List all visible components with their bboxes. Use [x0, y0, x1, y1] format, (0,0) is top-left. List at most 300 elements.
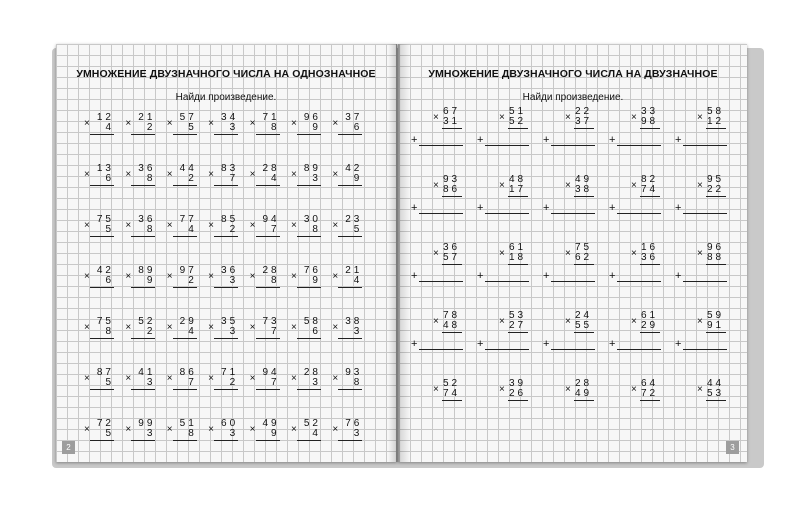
multiplicand: 64	[641, 378, 659, 389]
multiplier: 8	[105, 326, 114, 337]
multiplier: 2	[229, 224, 239, 235]
multiplier: 3	[312, 173, 321, 184]
partial-sum-line	[419, 145, 463, 146]
multiplication-problem	[477, 310, 539, 370]
multiply-sign: ×	[249, 271, 256, 282]
multiplier: 2	[146, 122, 156, 133]
multiplication-problem	[208, 112, 244, 144]
multiplicand: 97	[179, 265, 197, 276]
multiplicand: 82	[641, 174, 659, 185]
plus-sign: +	[675, 338, 682, 350]
answer-line	[214, 287, 238, 288]
plus-sign: +	[411, 338, 418, 350]
multiplicand: 57	[179, 112, 197, 123]
multiplicand: 41	[138, 367, 156, 378]
multiplication-problem	[167, 214, 203, 246]
answer-line	[574, 332, 594, 333]
answer-line	[338, 185, 362, 186]
multiplicand: 42	[96, 265, 114, 276]
multiply-sign: ×	[84, 118, 90, 129]
multiplier: 12	[707, 116, 725, 127]
multiply-sign: ×	[631, 180, 637, 191]
multiplication-problem	[291, 265, 327, 297]
multiply-sign: ×	[565, 248, 571, 259]
multiplier: 5	[105, 377, 114, 388]
multiplier: 53	[707, 388, 725, 399]
plus-sign: +	[543, 134, 550, 146]
multiplier: 9	[146, 275, 156, 286]
multiply-sign: ×	[332, 271, 339, 282]
multiplier: 9	[312, 122, 321, 133]
answer-line	[173, 338, 197, 339]
multiply-sign: ×	[208, 322, 215, 333]
multiplication-problem	[543, 174, 605, 234]
multiplicand: 76	[345, 418, 363, 429]
answer-line	[173, 389, 197, 390]
multiplicand: 58	[707, 106, 725, 117]
multiplicand: 76	[303, 265, 321, 276]
multiplier: 8	[188, 428, 197, 439]
plus-sign: +	[609, 134, 616, 146]
multiplicand: 34	[221, 112, 239, 123]
multiply-sign: ×	[84, 424, 90, 435]
multiply-sign: ×	[631, 316, 637, 327]
multiplication-problem	[411, 310, 473, 370]
multiply-sign: ×	[125, 322, 132, 333]
multiplicand: 85	[221, 214, 239, 225]
right-page-title: УМНОЖЕНИЕ ДВУЗНАЧНОГО ЧИСЛА НА ДВУЗНАЧНОЕ	[428, 68, 718, 80]
multiplication-problem	[167, 163, 203, 195]
left-page-instruction: Найди произведение.	[175, 92, 277, 103]
multiplicand: 60	[221, 418, 239, 429]
multiplicand: 52	[138, 316, 156, 327]
multiply-sign: ×	[631, 384, 637, 395]
multiplier: 3	[312, 377, 321, 388]
multiplier: 6	[353, 122, 363, 133]
answer-line	[256, 338, 280, 339]
answer-line	[442, 332, 462, 333]
multiplication-problem	[675, 174, 737, 234]
multiply-sign: ×	[697, 384, 703, 395]
multiplication-problem	[208, 367, 244, 399]
multiply-sign: ×	[125, 169, 132, 180]
multiplication-problem	[84, 214, 120, 246]
answer-line	[256, 236, 280, 237]
answer-line	[214, 338, 238, 339]
multiplicand: 22	[575, 106, 593, 117]
multiplicand: 75	[96, 316, 114, 327]
multiplication-problem	[167, 265, 203, 297]
multiplier: 3	[353, 326, 363, 337]
multiplication-problem	[411, 174, 473, 234]
multiply-sign: ×	[499, 180, 505, 191]
multiply-sign: ×	[631, 248, 637, 259]
multiplicand: 67	[443, 106, 461, 117]
multiply-sign: ×	[697, 316, 703, 327]
multiplicand: 21	[138, 112, 156, 123]
multiplier: 74	[443, 388, 461, 399]
partial-sum-line	[551, 145, 595, 146]
multiply-sign: ×	[332, 220, 339, 231]
multiplicand: 44	[707, 378, 725, 389]
multiplicand: 36	[138, 163, 156, 174]
answer-line	[173, 236, 197, 237]
answer-line	[131, 287, 155, 288]
answer-line	[256, 440, 280, 441]
multiplication-problem	[250, 316, 286, 348]
multiply-sign: ×	[332, 169, 339, 180]
multiplier: 27	[509, 320, 527, 331]
plus-sign: +	[477, 202, 484, 214]
multiplication-problem	[167, 112, 203, 144]
multiplier: 72	[641, 388, 659, 399]
multiplicand: 77	[179, 214, 197, 225]
multiplicand: 71	[221, 367, 239, 378]
answer-line	[508, 128, 528, 129]
multiply-sign: ×	[290, 424, 297, 435]
multiply-sign: ×	[290, 220, 297, 231]
answer-line	[706, 332, 726, 333]
multiply-sign: ×	[166, 271, 173, 282]
plus-sign: +	[609, 338, 616, 350]
answer-line	[214, 185, 238, 186]
multiplication-problem	[250, 367, 286, 399]
multiplicand: 96	[707, 242, 725, 253]
answer-line	[706, 128, 726, 129]
multiplication-problem	[167, 316, 203, 348]
answer-line	[173, 134, 197, 135]
multiply-sign: ×	[84, 271, 90, 282]
plus-sign: +	[675, 134, 682, 146]
answer-line	[338, 236, 362, 237]
multiplier: 4	[105, 122, 114, 133]
multiply-sign: ×	[125, 424, 132, 435]
answer-line	[442, 196, 462, 197]
answer-line	[256, 134, 280, 135]
multiplier: 7	[229, 173, 239, 184]
multiplication-problem	[332, 163, 368, 195]
multiplier: 18	[509, 252, 527, 263]
answer-line	[90, 236, 114, 237]
multiplier: 5	[353, 224, 363, 235]
plus-sign: +	[477, 270, 484, 282]
multiplicand: 61	[509, 242, 527, 253]
answer-line	[90, 185, 114, 186]
plus-sign: +	[411, 270, 418, 282]
answer-line	[90, 287, 114, 288]
partial-sum-line	[485, 145, 529, 146]
multiplication-problem	[84, 418, 120, 450]
multiplication-problem	[543, 242, 605, 302]
multiply-sign: ×	[166, 220, 173, 231]
answer-line	[90, 440, 114, 441]
multiplication-problem	[291, 316, 327, 348]
multiplier: 31	[443, 116, 461, 127]
multiplier: 2	[229, 377, 239, 388]
answer-line	[706, 196, 726, 197]
plus-sign: +	[411, 134, 418, 146]
multiplicand: 83	[221, 163, 239, 174]
multiplication-problem	[332, 418, 368, 450]
plus-sign: +	[411, 202, 418, 214]
left-page	[56, 44, 397, 462]
multiplier: 5	[105, 428, 114, 439]
multiplicand: 48	[509, 174, 527, 185]
multiplicand: 38	[345, 316, 363, 327]
plus-sign: +	[543, 202, 550, 214]
multiply-sign: ×	[565, 316, 571, 327]
multiplication-problem	[411, 106, 473, 166]
multiplicand: 89	[138, 265, 156, 276]
multiply-sign: ×	[565, 180, 571, 191]
multiply-sign: ×	[332, 373, 339, 384]
multiplicand: 51	[509, 106, 527, 117]
answer-line	[640, 332, 660, 333]
multiply-sign: ×	[290, 322, 297, 333]
multiplication-problem	[675, 378, 737, 438]
multiplier: 98	[641, 116, 659, 127]
right-page-number: 3	[726, 441, 739, 454]
multiplicand: 71	[262, 112, 280, 123]
multiplication-problem	[250, 112, 286, 144]
multiplication-problem	[84, 265, 120, 297]
multiply-sign: ×	[290, 373, 297, 384]
multiplicand: 29	[179, 316, 197, 327]
multiply-sign: ×	[697, 112, 703, 123]
multiply-sign: ×	[166, 322, 173, 333]
partial-sum-line	[419, 281, 463, 282]
multiplication-problem	[675, 310, 737, 370]
multiply-sign: ×	[249, 424, 256, 435]
answer-line	[214, 389, 238, 390]
multiplication-problem	[125, 418, 161, 450]
multiplier: 3	[229, 275, 239, 286]
multiplicand: 78	[443, 310, 461, 321]
multiplication-problem	[125, 112, 161, 144]
multiplication-problem	[477, 242, 539, 302]
answer-line	[574, 128, 594, 129]
multiplier: 8	[271, 122, 280, 133]
multiplication-problem	[543, 378, 605, 438]
multiplication-problem	[411, 378, 473, 438]
partial-sum-line	[551, 213, 595, 214]
multiplier: 74	[641, 184, 659, 195]
multiplication-problem	[291, 214, 327, 246]
answer-line	[640, 400, 660, 401]
multiplicand: 61	[641, 310, 659, 321]
multiplier: 8	[271, 275, 280, 286]
plus-sign: +	[609, 202, 616, 214]
multiplier: 7	[271, 224, 280, 235]
multiplicand: 23	[345, 214, 363, 225]
answer-line	[256, 389, 280, 390]
answer-line	[214, 440, 238, 441]
multiplication-problem	[84, 367, 120, 399]
multiplier: 3	[353, 428, 363, 439]
multiplication-problem	[167, 367, 203, 399]
partial-sum-line	[551, 349, 595, 350]
left-page-number: 2	[62, 441, 75, 454]
multiplicand: 94	[262, 214, 280, 225]
multiplicand: 37	[345, 112, 363, 123]
multiplication-problem	[411, 242, 473, 302]
multiplier: 9	[312, 275, 321, 286]
multiplicand: 95	[707, 174, 725, 185]
plus-sign: +	[477, 338, 484, 350]
multiplier: 55	[575, 320, 593, 331]
multiplication-problem	[84, 163, 120, 195]
multiplier: 8	[353, 377, 363, 388]
answer-line	[90, 134, 114, 135]
multiplication-problem	[609, 106, 671, 166]
multiply-sign: ×	[499, 112, 505, 123]
partial-sum-line	[683, 281, 727, 282]
multiplication-problem	[125, 214, 161, 246]
multiplicand: 36	[221, 265, 239, 276]
multiply-sign: ×	[697, 180, 703, 191]
multiplicand: 75	[575, 242, 593, 253]
partial-sum-line	[683, 213, 727, 214]
multiplication-problem	[609, 174, 671, 234]
plus-sign: +	[543, 270, 550, 282]
multiplicand: 52	[443, 378, 461, 389]
multiplication-problem	[291, 163, 327, 195]
multiplier: 4	[188, 224, 197, 235]
answer-line	[173, 185, 197, 186]
multiplication-problem	[543, 310, 605, 370]
multiplication-problem	[84, 316, 120, 348]
multiply-sign: ×	[697, 248, 703, 259]
multiplier: 48	[443, 320, 461, 331]
left-problem-grid	[84, 112, 374, 469]
multiplicand: 21	[345, 265, 363, 276]
partial-sum-line	[419, 213, 463, 214]
plus-sign: +	[477, 134, 484, 146]
multiplicand: 99	[138, 418, 156, 429]
answer-line	[508, 196, 528, 197]
answer-line	[338, 338, 362, 339]
multiply-sign: ×	[433, 316, 439, 327]
answer-line	[297, 440, 321, 441]
plus-sign: +	[609, 270, 616, 282]
multiplicand: 75	[96, 214, 114, 225]
answer-line	[706, 400, 726, 401]
multiply-sign: ×	[565, 112, 571, 123]
multiplier: 6	[105, 275, 114, 286]
multiply-sign: ×	[208, 373, 215, 384]
answer-line	[508, 332, 528, 333]
multiply-sign: ×	[84, 322, 90, 333]
multiplier: 86	[443, 184, 461, 195]
multiplicand: 52	[303, 418, 321, 429]
multiply-sign: ×	[290, 118, 297, 129]
answer-line	[706, 264, 726, 265]
multiplication-problem	[250, 214, 286, 246]
multiplication-problem	[125, 316, 161, 348]
multiplier: 88	[707, 252, 725, 263]
multiplicand: 13	[96, 163, 114, 174]
partial-sum-line	[617, 145, 661, 146]
multiplicand: 49	[575, 174, 593, 185]
multiply-sign: ×	[166, 118, 173, 129]
multiplication-problem	[675, 106, 737, 166]
answer-line	[574, 264, 594, 265]
multiplier: 52	[509, 116, 527, 127]
answer-line	[256, 185, 280, 186]
multiplicand: 36	[443, 242, 461, 253]
partial-sum-line	[617, 281, 661, 282]
multiplicand: 89	[303, 163, 321, 174]
multiplicand: 73	[262, 316, 280, 327]
multiply-sign: ×	[433, 112, 439, 123]
multiplier: 8	[146, 173, 156, 184]
right-page	[398, 44, 747, 462]
multiply-sign: ×	[208, 424, 215, 435]
multiply-sign: ×	[249, 118, 256, 129]
multiplication-problem	[291, 367, 327, 399]
multiply-sign: ×	[499, 316, 505, 327]
answer-line	[131, 236, 155, 237]
answer-line	[442, 400, 462, 401]
multiplication-problem	[609, 310, 671, 370]
multiply-sign: ×	[208, 271, 215, 282]
multiplication-problem	[332, 214, 368, 246]
multiplicand: 96	[303, 112, 321, 123]
partial-sum-line	[683, 349, 727, 350]
multiplication-problem	[609, 242, 671, 302]
answer-line	[338, 287, 362, 288]
multiplication-problem	[477, 106, 539, 166]
multiplier: 29	[641, 320, 659, 331]
multiplicand: 39	[509, 378, 527, 389]
multiplier: 26	[509, 388, 527, 399]
multiply-sign: ×	[125, 373, 132, 384]
answer-line	[508, 400, 528, 401]
partial-sum-line	[683, 145, 727, 146]
partial-sum-line	[485, 349, 529, 350]
multiplication-problem	[332, 265, 368, 297]
multiplicand: 28	[262, 163, 280, 174]
right-problem-grid	[411, 106, 743, 426]
answer-line	[297, 389, 321, 390]
answer-line	[173, 287, 197, 288]
multiply-sign: ×	[125, 118, 132, 129]
multiply-sign: ×	[208, 169, 215, 180]
answer-line	[508, 264, 528, 265]
multiplication-problem	[125, 367, 161, 399]
multiply-sign: ×	[166, 169, 173, 180]
multiply-sign: ×	[332, 118, 339, 129]
answer-line	[640, 128, 660, 129]
multiplier: 5	[188, 122, 197, 133]
multiplicand: 53	[509, 310, 527, 321]
multiplier: 3	[146, 377, 156, 388]
multiply-sign: ×	[208, 118, 215, 129]
plus-sign: +	[675, 202, 682, 214]
multiplicand: 72	[96, 418, 114, 429]
multiplication-problem	[208, 214, 244, 246]
multiplicand: 28	[575, 378, 593, 389]
multiply-sign: ×	[332, 322, 339, 333]
multiply-sign: ×	[249, 220, 256, 231]
partial-sum-line	[485, 281, 529, 282]
multiplication-problem	[250, 265, 286, 297]
book-spine	[388, 44, 410, 462]
multiplier: 38	[575, 184, 593, 195]
multiply-sign: ×	[433, 384, 439, 395]
partial-sum-line	[617, 349, 661, 350]
multiplicand: 33	[641, 106, 659, 117]
